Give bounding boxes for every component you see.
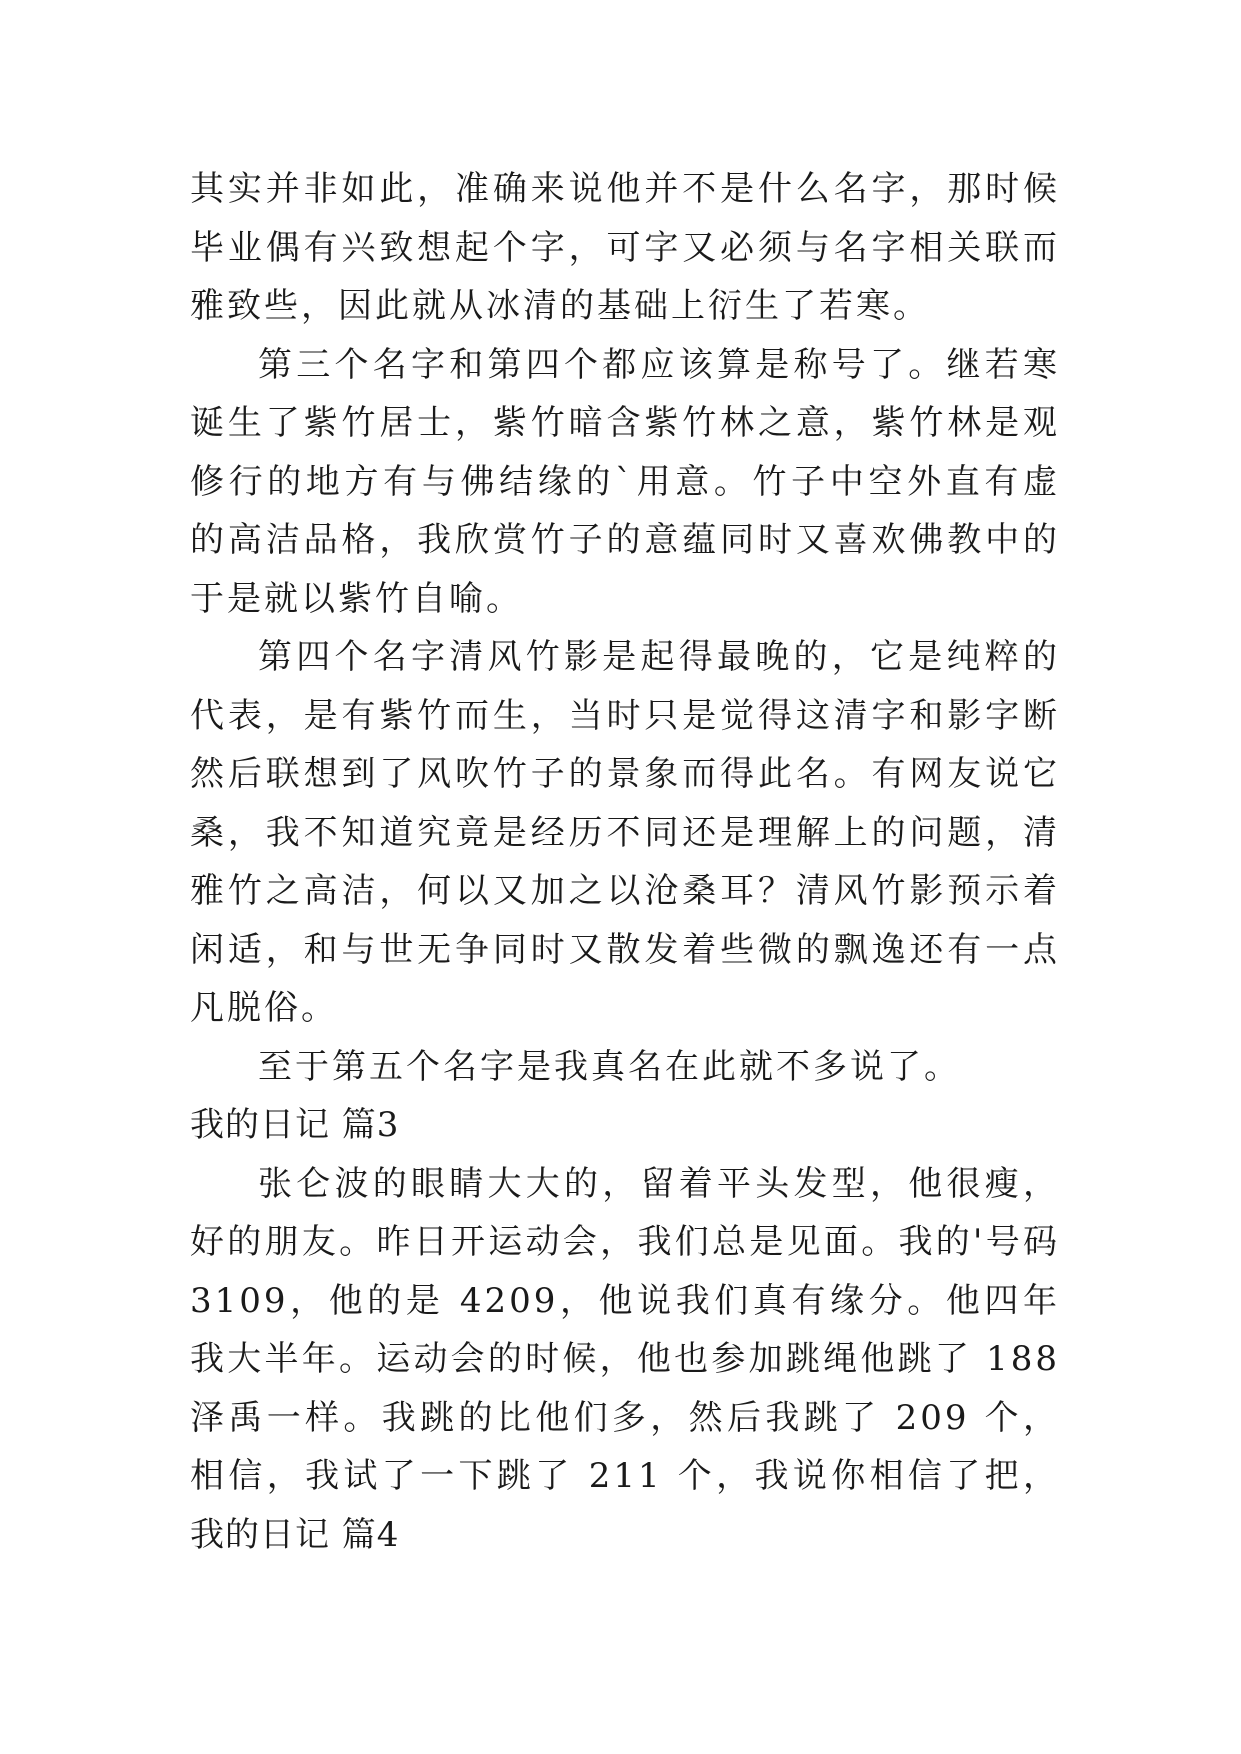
document-body — [190, 160, 1060, 1564]
text-line: 修行的地方有与佛结缘的`用意。竹子中空外直有虚 — [190, 461, 1060, 502]
text-line: 桑，我不知道究竟是经历不同还是理解上的问题，清 — [190, 812, 1060, 853]
text-line: 3109，他的是 4209，他说我们真有缘分。他四年 — [190, 1280, 1060, 1321]
text-line: 闲适，和与世无争同时又散发着些微的飘逸还有一点 — [190, 929, 1060, 970]
text-line: 凡脱俗。 — [190, 988, 338, 1028]
paragraph-4 — [190, 1038, 1060, 1097]
text-line: 毕业偶有兴致想起个字，可字又必须与名字相关联而 — [190, 227, 1060, 268]
text-line: 诞生了紫竹居士，紫竹暗含紫竹林之意，紫竹林是观 — [190, 403, 1060, 443]
paragraph-diary-3 — [190, 1155, 1060, 1506]
text-line: 张仑波的眼睛大大的，留着平头发型，他很瘦， — [258, 1163, 1060, 1204]
text-line: 雅竹之高洁，何以又加之以沧桑耳？清风竹影预示着 — [190, 871, 1060, 911]
text-line: 代表，是有紫竹而生，当时只是觉得这清字和影字断 — [190, 695, 1060, 736]
text-line: 至于第五个名字是我真名在此就不多说了。 — [258, 1046, 961, 1087]
text-line: 泽禹一样。我跳的比他们多，然后我跳了 209 个， — [190, 1397, 1060, 1438]
section-heading-diary-4: 我的日记 篇4 — [190, 1514, 400, 1555]
text-line: 相信，我试了一下跳了 211 个，我说你相信了把， — [190, 1456, 1060, 1496]
text-line: 雅致些，因此就从冰清的基础上衍生了若寒。 — [190, 286, 930, 326]
paragraph-1 — [190, 160, 1060, 336]
text-line: 于是就以紫竹自喻。 — [190, 578, 523, 619]
text-line: 好的朋友。昨日开运动会，我们总是见面。我的'号码 — [190, 1222, 1060, 1262]
text-line: 其实并非如此，准确来说他并不是什么名字，那时候 — [190, 169, 1060, 209]
text-line: 的高洁品格，我欣赏竹子的意蕴同时又喜欢佛教中的 — [190, 520, 1060, 560]
section-heading-diary-3: 我的日记 篇3 — [190, 1105, 400, 1145]
text-line: 第四个名字清风竹影是起得最晚的，它是纯粹的 — [258, 637, 1060, 677]
paragraph-3 — [190, 628, 1060, 1038]
paragraph-2 — [190, 336, 1060, 629]
text-line: 第三个名字和第四个都应该算是称号了。继若寒 — [258, 344, 1060, 385]
text-line: 然后联想到了风吹竹子的景象而得此名。有网友说它 — [190, 754, 1060, 794]
text-line: 我大半年。运动会的时候，他也参加跳绳他跳了 188 — [190, 1339, 1060, 1379]
